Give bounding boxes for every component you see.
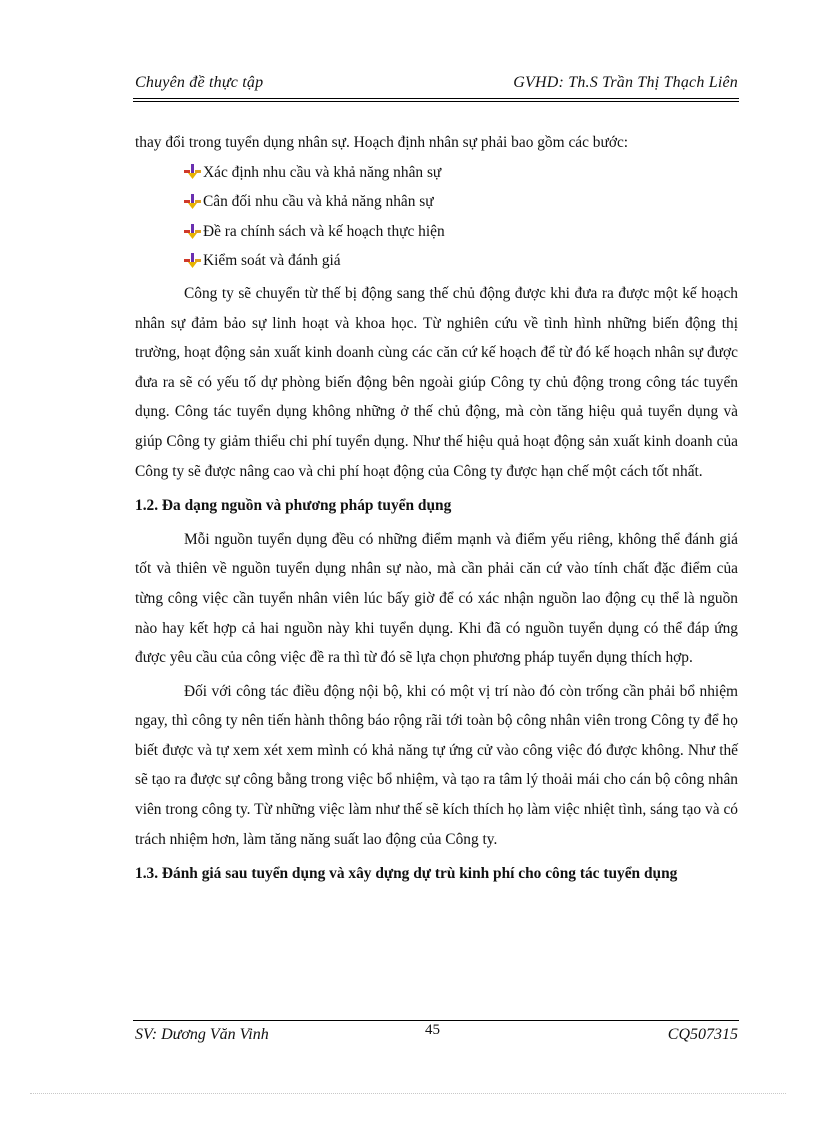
step-item-label: Kiểm soát và đánh giá (203, 252, 341, 270)
arrow-down-icon (184, 194, 201, 210)
document-body (135, 128, 738, 893)
arrow-down-icon (184, 224, 201, 240)
section-heading-1-2: 1.2. Đa dạng nguồn và phương pháp tuyển dụng (135, 497, 452, 515)
page-header (135, 74, 738, 96)
step-item (184, 246, 738, 276)
arrow-down-icon (184, 253, 201, 269)
section-heading-1-3: 1.3. Đánh giá sau tuyển dụng và xây dựng dự trù kinh phí cho công tác tuyển dụng (135, 865, 678, 883)
paragraph-internal-transfer: Đối với công tác điều động nội bộ, khi có một vị trí nào đó còn trống cần phải bổ nhiệm ngay, thì công ty nên tiến hành thông báo rộng rãi tới toàn bộ công nhân viên trong Công ty để họ biết được và tự xem xét xem mình có khả năng tự ứng cử vào công việc đó được không. Như thế sẽ tạo ra được sự công bằng trong việc bổ nhiệm, và tạo ra tâm lý thoải mái cho cán bộ công nhân viên trong công ty. Từ những việc làm như thế sẽ kích thích họ làm việc nhiệt tình, sáng tạo và có trách nhiệm hơn, làm tăng năng suất lao động của Công ty. (135, 682, 738, 848)
footer-rule (133, 1020, 739, 1021)
step-item (184, 187, 738, 217)
step-item (184, 217, 738, 247)
header-course-title: Chuyên đề thực tập (135, 74, 264, 91)
header-supervisor: GVHD: Th.S Trần Thị Thạch Liên (513, 74, 738, 91)
step-item-label: Đề ra chính sách và kế hoạch thực hiện (203, 222, 445, 240)
step-item-label: Xác định nhu cầu và khả năng nhân sự (203, 163, 442, 181)
step-item (184, 158, 738, 188)
paragraph-planning: Công ty sẽ chuyển từ thế bị động sang thế chủ động được khi đưa ra được một kế hoạch nhân sự đảm bảo sự linh hoạt và khoa học. Từ nghiên cứu về tình hình những biến động thị trường, hoạt động sản xuất kinh doanh cùng các căn cứ kế hoạch để từ đó kế hoạch nhân sự được đưa ra sẽ có yếu tố dự phòng biến động bên ngoài giúp Công ty chủ động trong công tác tuyển dụng. Công tác tuyển dụng không những ở thế chủ động, mà còn tăng hiệu quả tuyển dụng và giúp Công ty giảm thiểu chi phí tuyển dụng. Như thế hiệu quả hoạt động sản xuất kinh doanh của Công ty sẽ được nâng cao và chi phí hoạt động của Công ty được hạn chế một cách tốt nhất. (135, 284, 738, 480)
page-number: 45 (425, 1022, 440, 1038)
step-list (135, 158, 738, 276)
step-item-label: Cân đối nhu cầu và khả năng nhân sự (203, 193, 434, 211)
page-edge-divider (30, 1093, 786, 1094)
page-footer (135, 1022, 738, 1050)
footer-student: SV: Dương Văn Vinh (135, 1026, 269, 1043)
intro-line: thay đổi trong tuyển dụng nhân sự. Hoạch định nhân sự phải bao gồm các bước: (135, 134, 629, 151)
footer-student-id: CQ507315 (667, 1026, 738, 1043)
paragraph-sources: Mỗi nguồn tuyển dụng đều có những điểm mạnh và điểm yếu riêng, không thể đánh giá tốt và thiên về nguồn tuyển dụng nhân sự nào, mà cần phải căn cứ vào tính chất đặc điểm của từng công việc cần tuyển nhân viên lúc bấy giờ để có xác nhận nguồn lao động cụ thể là nguồn nào hay kết hợp cả hai nguồn này khi tuyển dụng. Khi đã có nguồn tuyển dụng có thể đáp ứng được yêu cầu của công việc đề ra thì từ đó sẽ lựa chọn phương pháp tuyển dụng thích hợp. (135, 530, 738, 667)
arrow-down-icon (184, 164, 201, 180)
header-double-rule (133, 98, 739, 102)
